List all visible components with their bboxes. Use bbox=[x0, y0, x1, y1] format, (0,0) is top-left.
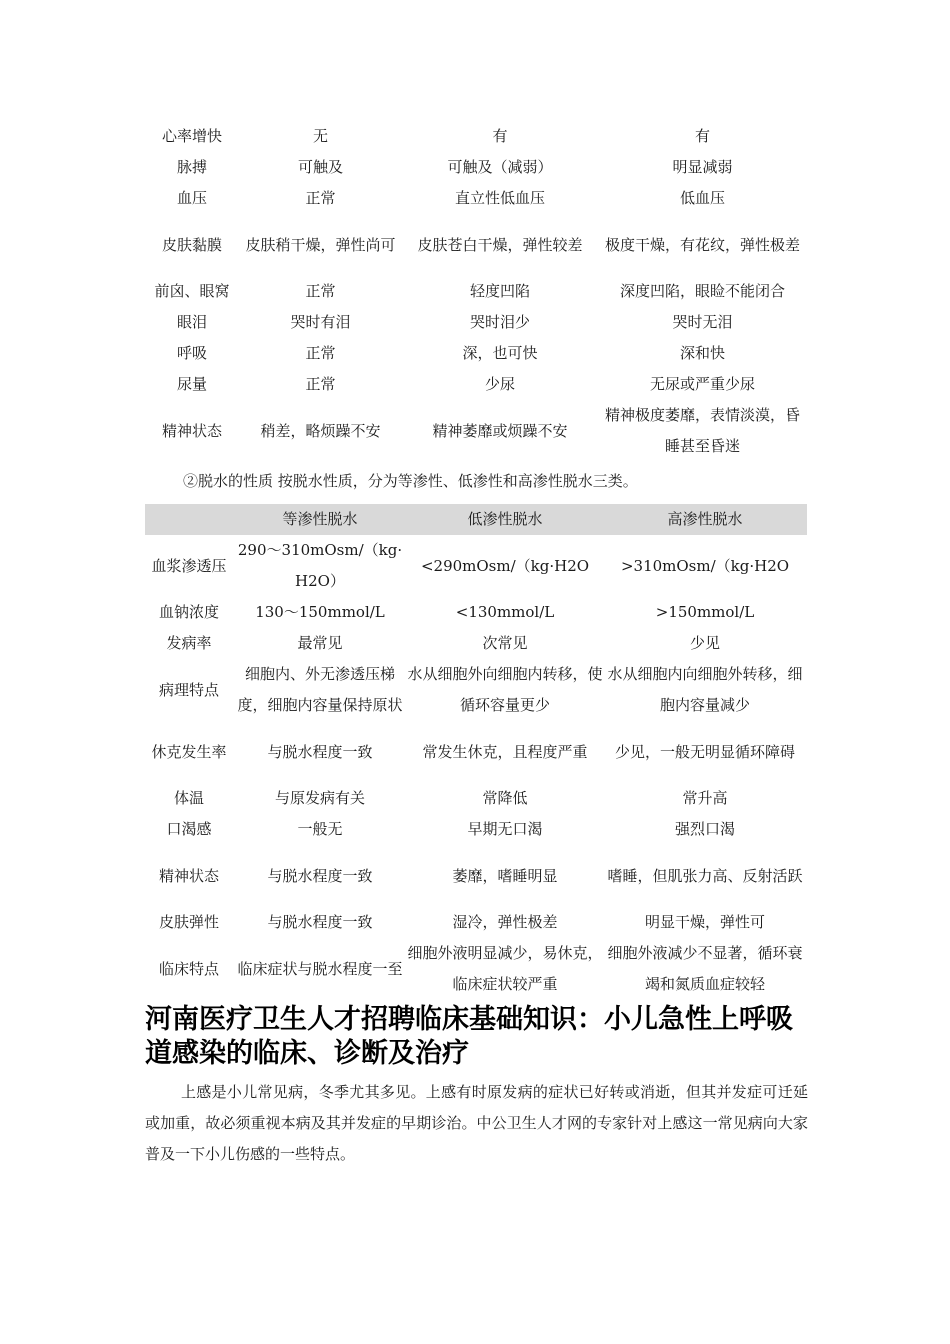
cell: 早期无口渴 bbox=[467, 820, 543, 838]
dehydration-nature-table bbox=[145, 504, 807, 1000]
cell: 皮肤稍干燥，弹性尚可 bbox=[245, 235, 396, 254]
cell: 与原发病有关 bbox=[274, 789, 365, 807]
cell: 与脱水程度一致 bbox=[267, 913, 373, 931]
cell: 直立性低血压 bbox=[454, 189, 545, 207]
row-label: 精神状态 bbox=[158, 866, 219, 885]
table-row bbox=[145, 121, 807, 152]
cell: <130mmol/L bbox=[455, 603, 555, 621]
row-label: 脉搏 bbox=[176, 158, 207, 176]
article-paragraph: 上感是小儿常见病，冬季尤其多见。上感有时原发病的症状已好转或消逝，但其并发症可迁延或加重，故必须重视本病及其并发症的早期诊治。中公卫生人才网的专家针对上感这一常见病向大家普及一下小儿伤感的一些特点。 bbox=[145, 1083, 808, 1163]
table-row bbox=[145, 907, 807, 938]
cell: 少见 bbox=[689, 634, 720, 652]
table-row bbox=[145, 938, 807, 1000]
cell: 正常 bbox=[305, 189, 336, 207]
cell: 湿冷，弹性极差 bbox=[452, 913, 558, 931]
cell: 深度凹陷，眼睑不能闭合 bbox=[619, 282, 785, 300]
table-row bbox=[145, 814, 807, 845]
row-label: 皮肤黏膜 bbox=[161, 235, 222, 254]
cell: 130～150mmol/L bbox=[255, 603, 385, 621]
cell: 可触及 bbox=[297, 158, 343, 176]
cell: 有 bbox=[694, 127, 710, 145]
cell: 正常 bbox=[305, 344, 336, 362]
cell: 常降低 bbox=[482, 789, 528, 807]
cell: 与脱水程度一致 bbox=[267, 866, 373, 885]
table-row bbox=[145, 214, 807, 276]
cell: 最常见 bbox=[297, 634, 343, 652]
table-row bbox=[145, 721, 807, 783]
cell: 精神极度萎靡，表情淡漠，昏睡甚至昏迷 bbox=[604, 406, 800, 455]
cell: 低血压 bbox=[679, 189, 725, 207]
row-label: 精神状态 bbox=[161, 421, 222, 440]
cell: 轻度凹陷 bbox=[469, 282, 530, 300]
cell: 细胞外液减少不显著，循环衰竭和氮质血症较轻 bbox=[607, 944, 803, 993]
table-row bbox=[145, 276, 807, 307]
cell: 哭时有泪 bbox=[290, 313, 351, 331]
row-label: 血压 bbox=[176, 189, 207, 207]
cell: 深和快 bbox=[679, 344, 725, 362]
cell: 极度干燥，有花纹，弹性极差 bbox=[604, 235, 800, 254]
cell: 明显减弱 bbox=[672, 158, 733, 176]
cell: 明显干燥，弹性可 bbox=[644, 913, 765, 931]
cell: 有 bbox=[492, 127, 508, 145]
cell: 皮肤苍白干燥，弹性较差 bbox=[417, 235, 583, 254]
row-label: 口渴感 bbox=[166, 820, 212, 838]
cell: 精神萎靡或烦躁不安 bbox=[432, 421, 568, 440]
row-label: 发病率 bbox=[166, 634, 212, 652]
cell: 与脱水程度一致 bbox=[267, 742, 373, 761]
cell: 一般无 bbox=[297, 820, 343, 838]
row-label: 血浆渗透压 bbox=[151, 556, 227, 575]
cell: >310mOsm/（kg·H2O bbox=[620, 556, 790, 575]
cell: 次常见 bbox=[482, 634, 528, 652]
row-label: 尿量 bbox=[176, 375, 207, 393]
row-label: 休克发生率 bbox=[151, 742, 227, 761]
cell: 正常 bbox=[305, 282, 336, 300]
header-cell bbox=[145, 504, 233, 535]
cell: 正常 bbox=[305, 375, 336, 393]
cell: <290mOsm/（kg·H2O bbox=[420, 556, 590, 575]
row-label: 临床特点 bbox=[158, 959, 219, 978]
cell: 深，也可快 bbox=[462, 344, 538, 362]
header-cell: 低渗性脱水 bbox=[407, 504, 603, 535]
cell: 稍差，略烦躁不安 bbox=[260, 421, 381, 440]
dehydration-nature-note: ②脱水的性质 按脱水性质，分为等渗性、低渗性和高渗性脱水三类。 bbox=[183, 472, 638, 490]
cell: 哭时泪少 bbox=[469, 313, 530, 331]
row-label: 皮肤弹性 bbox=[158, 913, 219, 931]
cell: 嗜睡，但肌张力高、反射活跃 bbox=[607, 866, 803, 885]
cell: >150mmol/L bbox=[655, 603, 755, 621]
cell: 少见，一般无明显循环障碍 bbox=[614, 742, 795, 761]
cell: 水从细胞内向细胞外转移，细胞内容量减少 bbox=[607, 665, 803, 714]
row-label: 病理特点 bbox=[158, 680, 219, 699]
table-row bbox=[145, 535, 807, 597]
cell: 哭时无泪 bbox=[672, 313, 733, 331]
cell: 萎靡，嗜睡明显 bbox=[452, 866, 558, 885]
cell: 290～310mOsm/（kg·H2O） bbox=[237, 541, 403, 590]
table-row bbox=[145, 183, 807, 214]
table-row bbox=[145, 400, 807, 462]
row-label: 前囟、眼窝 bbox=[154, 282, 230, 300]
cell: 常升高 bbox=[682, 789, 728, 807]
row-label: 呼吸 bbox=[176, 344, 207, 362]
dehydration-degree-table bbox=[145, 121, 807, 462]
article-heading: 河南医疗卫生人才招聘临床基础知识：小儿急性上呼吸道感染的临床、诊断及治疗 bbox=[145, 1004, 793, 1069]
table-row bbox=[145, 783, 807, 814]
header-cell: 等渗性脱水 bbox=[233, 504, 407, 535]
cell: 水从细胞外向细胞内转移，使循环容量更少 bbox=[407, 665, 603, 714]
table-row bbox=[145, 597, 807, 628]
table-row bbox=[145, 369, 807, 400]
cell: 细胞外液明显减少，易休克，临床症状较严重 bbox=[407, 944, 603, 993]
row-label: 血钠浓度 bbox=[158, 603, 219, 621]
cell: 少尿 bbox=[484, 375, 515, 393]
row-label: 心率增快 bbox=[161, 127, 222, 145]
cell: 强烈口渴 bbox=[674, 820, 735, 838]
cell: 可触及（减弱） bbox=[447, 158, 553, 176]
header-cell: 高渗性脱水 bbox=[603, 504, 807, 535]
row-label: 体温 bbox=[173, 789, 204, 807]
cell: 常发生休克，且程度严重 bbox=[422, 742, 588, 761]
table-row bbox=[145, 845, 807, 907]
table-row bbox=[145, 659, 807, 721]
table-row bbox=[145, 338, 807, 369]
table-row bbox=[145, 307, 807, 338]
row-label: 眼泪 bbox=[176, 313, 207, 331]
table-row bbox=[145, 152, 807, 183]
cell: 临床症状与脱水程度一至 bbox=[237, 959, 403, 978]
table-row bbox=[145, 628, 807, 659]
cell: 无尿或严重少尿 bbox=[649, 375, 755, 393]
table-header-row bbox=[145, 504, 807, 535]
cell: 细胞内、外无渗透压梯度，细胞内容量保持原状 bbox=[237, 665, 403, 714]
cell: 无 bbox=[312, 127, 328, 145]
